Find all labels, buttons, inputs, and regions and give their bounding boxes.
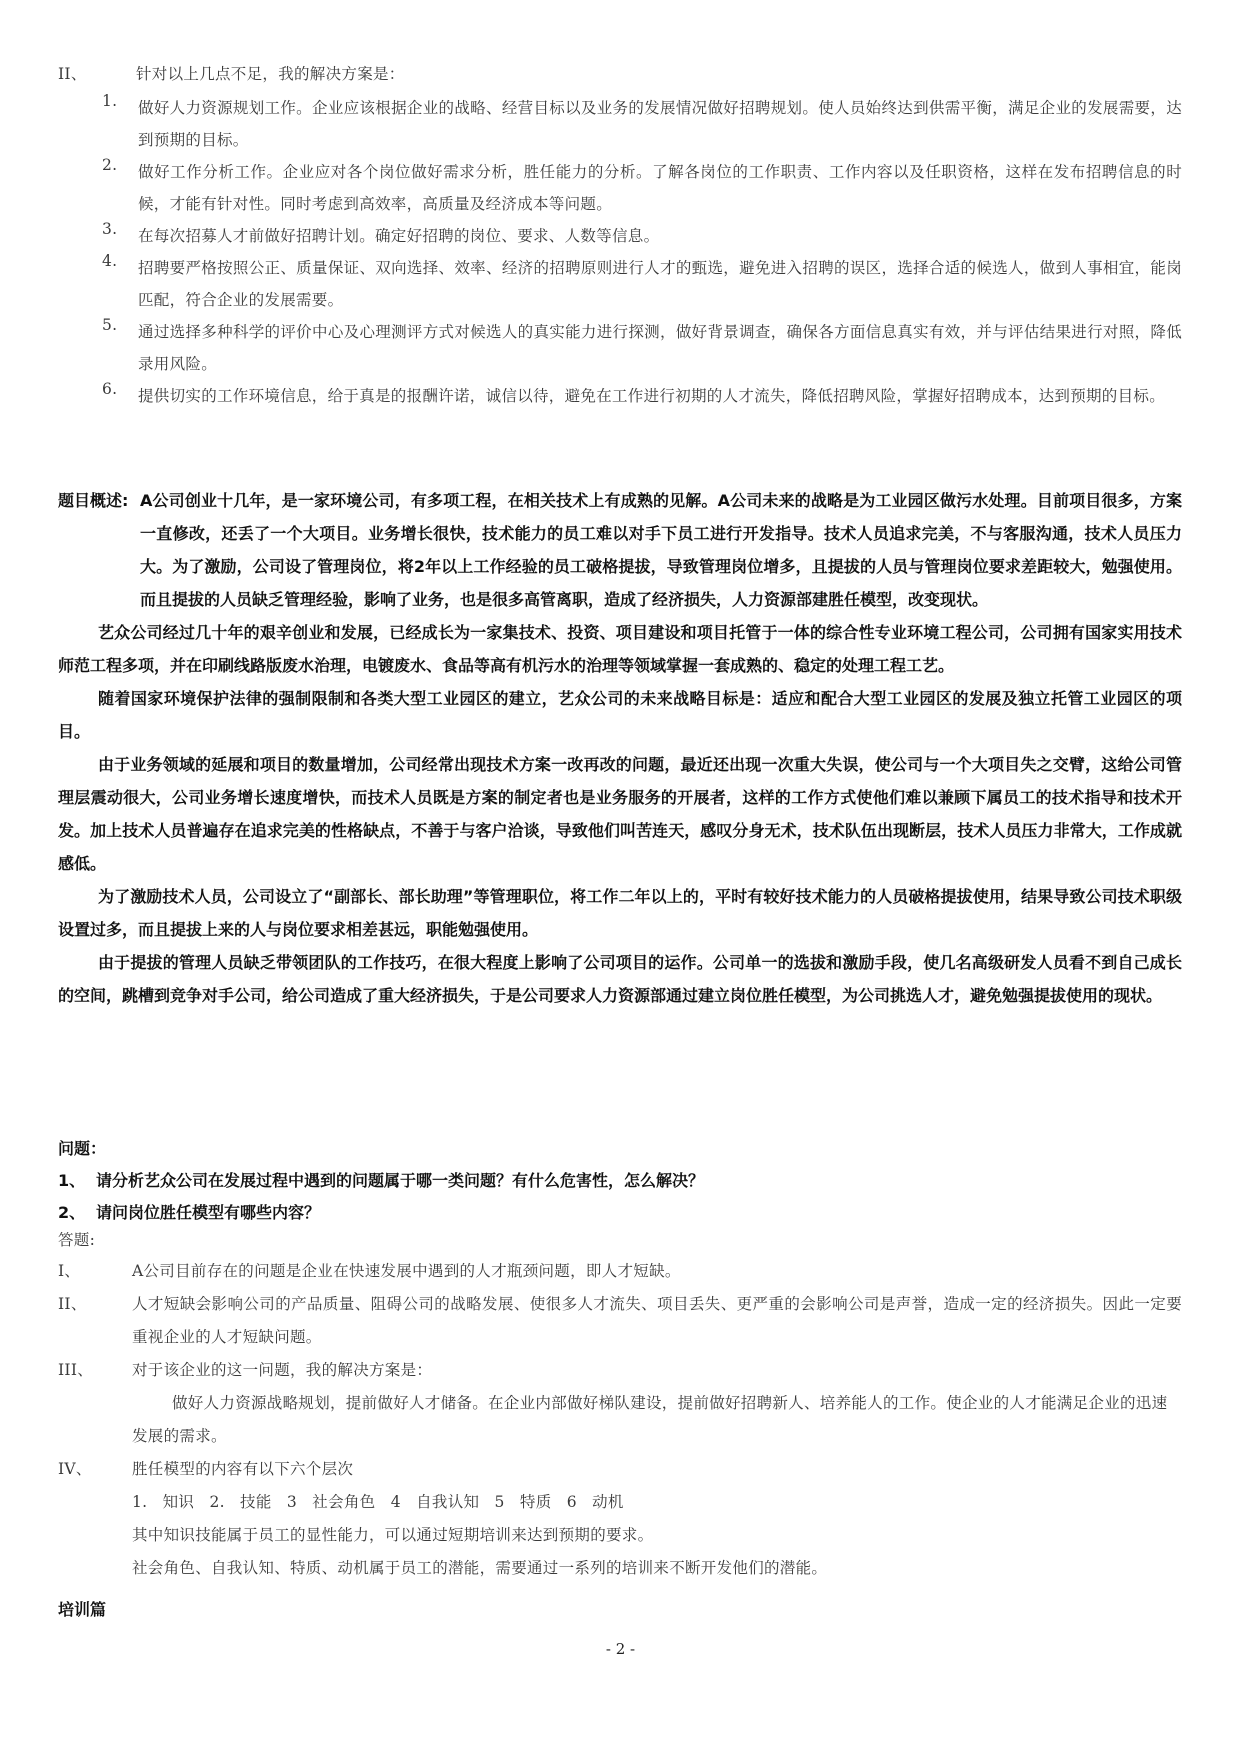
- solution-item: [102, 92, 1182, 156]
- item-text: 通过选择多种科学的评价中心及心理测评方式对候选人的真实能力进行探测，做好背景调查，确保各方面信息真实有效，并与评估结果进行对照，降低录用风险。: [138, 323, 1182, 373]
- case-paragraph: 随着国家环境保护法律的强制限制和各类大型工业园区的建立，艺众公司的未来战略目标是：适应和配合大型工业园区的发展及独立托管工业园区的项目。: [58, 689, 1182, 741]
- questions-section: [58, 1133, 1182, 1229]
- solution-item: [102, 316, 1182, 380]
- solution-item: [102, 156, 1182, 220]
- answer-item: [58, 1255, 1182, 1288]
- item-text: 做好人力资源规划工作。企业应该根据企业的战略、经营目标以及业务的发展情况做好招聘规划。使人员始终达到供需平衡，满足企业的发展需要，达到预期的目标。: [138, 99, 1182, 149]
- case-summary: [58, 484, 1182, 616]
- item-number: 6.: [102, 380, 118, 398]
- answer-line: 社会角色、自我认知、特质、动机属于员工的潜能，需要通过一系列的培训来不断开发他们的潜能。: [132, 1559, 828, 1577]
- answer-text: 人才短缺会影响公司的产品质量、阻碍公司的战略发展、使很多人才流失、项目丢失、更严重的会影响公司是声誉，造成一定的经济损失。因此一定要重视企业的人才短缺问题。: [132, 1295, 1182, 1346]
- answer-item: [58, 1288, 1182, 1354]
- answers-label: 答题:: [58, 1231, 96, 1249]
- solution-item: [102, 380, 1182, 412]
- competency-levels-list: 1. 知识 2. 技能 3 社会角色 4 自我认知 5 特质 6 动机: [132, 1493, 624, 1511]
- question-number: 1、: [58, 1171, 86, 1190]
- question-text: 请问岗位胜任模型有哪些内容？: [96, 1203, 321, 1222]
- answer-line: 其中知识技能属于员工的显性能力，可以通过短期培训来达到预期的要求。: [132, 1526, 654, 1544]
- summary-label: 题目概述:: [58, 491, 129, 510]
- training-heading: 培训篇: [58, 1600, 107, 1619]
- page-number: - 2 -: [605, 1640, 636, 1658]
- case-paragraph: 由于提拔的管理人员缺乏带领团队的工作技巧，在很大程度上影响了公司项目的运作。公司单一的选拔和激励手段，使几名高级研发人员看不到自己成长的空间，跳槽到竞争对手公司，给公司造成了重大经济损失，于是公司要求人力资源部通过建立岗位胜任模型，为公司挑选人才，避免勉强提拔使用的现状。: [58, 953, 1182, 1005]
- question-text: 请分析艺众公司在发展过程中遇到的问题属于哪一类问题？有什么危害性，怎么解决？: [96, 1171, 705, 1190]
- answers-section: [58, 1225, 1182, 1585]
- item-number: 3.: [102, 220, 118, 238]
- solution-item: [102, 252, 1182, 316]
- answer-text: 胜任模型的内容有以下六个层次: [132, 1460, 354, 1478]
- item-number: 4.: [102, 252, 118, 270]
- answer-detail: 做好人力资源战略规划，提前做好人才储备。在企业内部做好梯队建设，提前做好招聘新人、培养能人的工作。使企业的人才能满足企业的迅速发展的需求。: [132, 1394, 1168, 1445]
- solution-item: [102, 220, 1182, 252]
- item-text: 提供切实的工作环境信息，给于真是的报酬许诺，诚信以待，避免在工作进行初期的人才流失，降低招聘风险，掌握好招聘成本，达到预期的目标。: [138, 387, 1166, 405]
- questions-label: 问题：: [58, 1139, 107, 1158]
- item-number: 5.: [102, 316, 118, 334]
- roman-marker: II、: [58, 65, 87, 83]
- case-paragraph: 为了激励技术人员，公司设立了“副部长、部长助理”等管理职位，将工作二年以上的，平时有较好技术能力的人员破格提拔使用，结果导致公司技术职级设置过多，而且提拔上来的人与岗位要求相差甚远，职能勉强使用。: [58, 887, 1182, 939]
- case-section: [58, 484, 1182, 1012]
- roman-marker: III、: [58, 1361, 94, 1379]
- answer-text: A公司目前存在的问题是企业在快速发展中遇到的人才瓶颈问题，即人才短缺。: [132, 1262, 681, 1280]
- case-paragraph: 由于业务领域的延展和项目的数量增加，公司经常出现技术方案一改再改的问题，最近还出现一次重大失误，使公司与一个大项目失之交臂，这给公司管理层震动很大，公司业务增长速度增快，而技术人员既是方案的制定者也是业务服务的开展者，这样的工作方式使他们难以兼顾下属员工的技术指导和技术开发。加上技术人员普遍存在追求完美的性格缺点，不善于与客户洽谈，导致他们叫苦连天，感叹分身无术，技术队伍出现断层，技术人员压力非常大，工作成就感低。: [58, 755, 1182, 873]
- solutions-section: [58, 62, 1182, 412]
- question-item: [58, 1165, 1182, 1197]
- roman-marker: II、: [58, 1295, 87, 1313]
- answer-item: [58, 1354, 1182, 1387]
- case-paragraph: 艺众公司经过几十年的艰辛创业和发展，已经成长为一家集技术、投资、项目建设和项目托管于一体的综合性专业环境工程公司，公司拥有国家实用技术师范工程多项，并在印刷线路版废水治理，电镀废水、食品等高有机污水的治理等领域掌握一套成熟的、稳定的处理工程工艺。: [58, 623, 1182, 675]
- item-text: 招聘要严格按照公正、质量保证、双向选择、效率、经济的招聘原则进行人才的甄选，避免进入招聘的误区，选择合适的候选人，做到人事相宜，能岗匹配，符合企业的发展需要。: [138, 259, 1182, 309]
- item-text: 在每次招募人才前做好招聘计划。确定好招聘的岗位、要求、人数等信息。: [138, 227, 660, 245]
- item-number: 2.: [102, 156, 118, 174]
- solutions-intro: 针对以上几点不足，我的解决方案是：: [136, 65, 405, 83]
- roman-marker: I、: [58, 1262, 81, 1280]
- answer-item: [58, 1453, 1182, 1486]
- answer-text: 对于该企业的这一问题，我的解决方案是：: [132, 1361, 433, 1379]
- question-number: 2、: [58, 1203, 86, 1222]
- item-text: 做好工作分析工作。企业应对各个岗位做好需求分析，胜任能力的分析。了解各岗位的工作职责、工作内容以及任职资格，这样在发布招聘信息的时候，才能有针对性。同时考虑到高效率，高质量及经济成本等问题。: [138, 163, 1182, 213]
- item-number: 1.: [102, 92, 118, 110]
- solutions-intro-row: [58, 62, 1182, 92]
- roman-marker: IV、: [58, 1460, 92, 1478]
- summary-text: A公司创业十几年，是一家环境公司，有多项工程，在相关技术上有成熟的见解。A公司未来的战略是为工业园区做污水处理。目前项目很多，方案一直修改，还丢了一个大项目。业务增长很快，技术能力的员工难以对手下员工进行开发指导。技术人员追求完美，不与客服沟通，技术人员压力大。为了激励，公司设了管理岗位，将2年以上工作经验的员工破格提拔，导致管理岗位增多，且提拔的人员与管理岗位要求差距较大，勉强使用。而且提拔的人员缺乏管理经验，影响了业务，也是很多高管离职，造成了经济损失，人力资源部建胜任模型，改变现状。: [140, 491, 1182, 609]
